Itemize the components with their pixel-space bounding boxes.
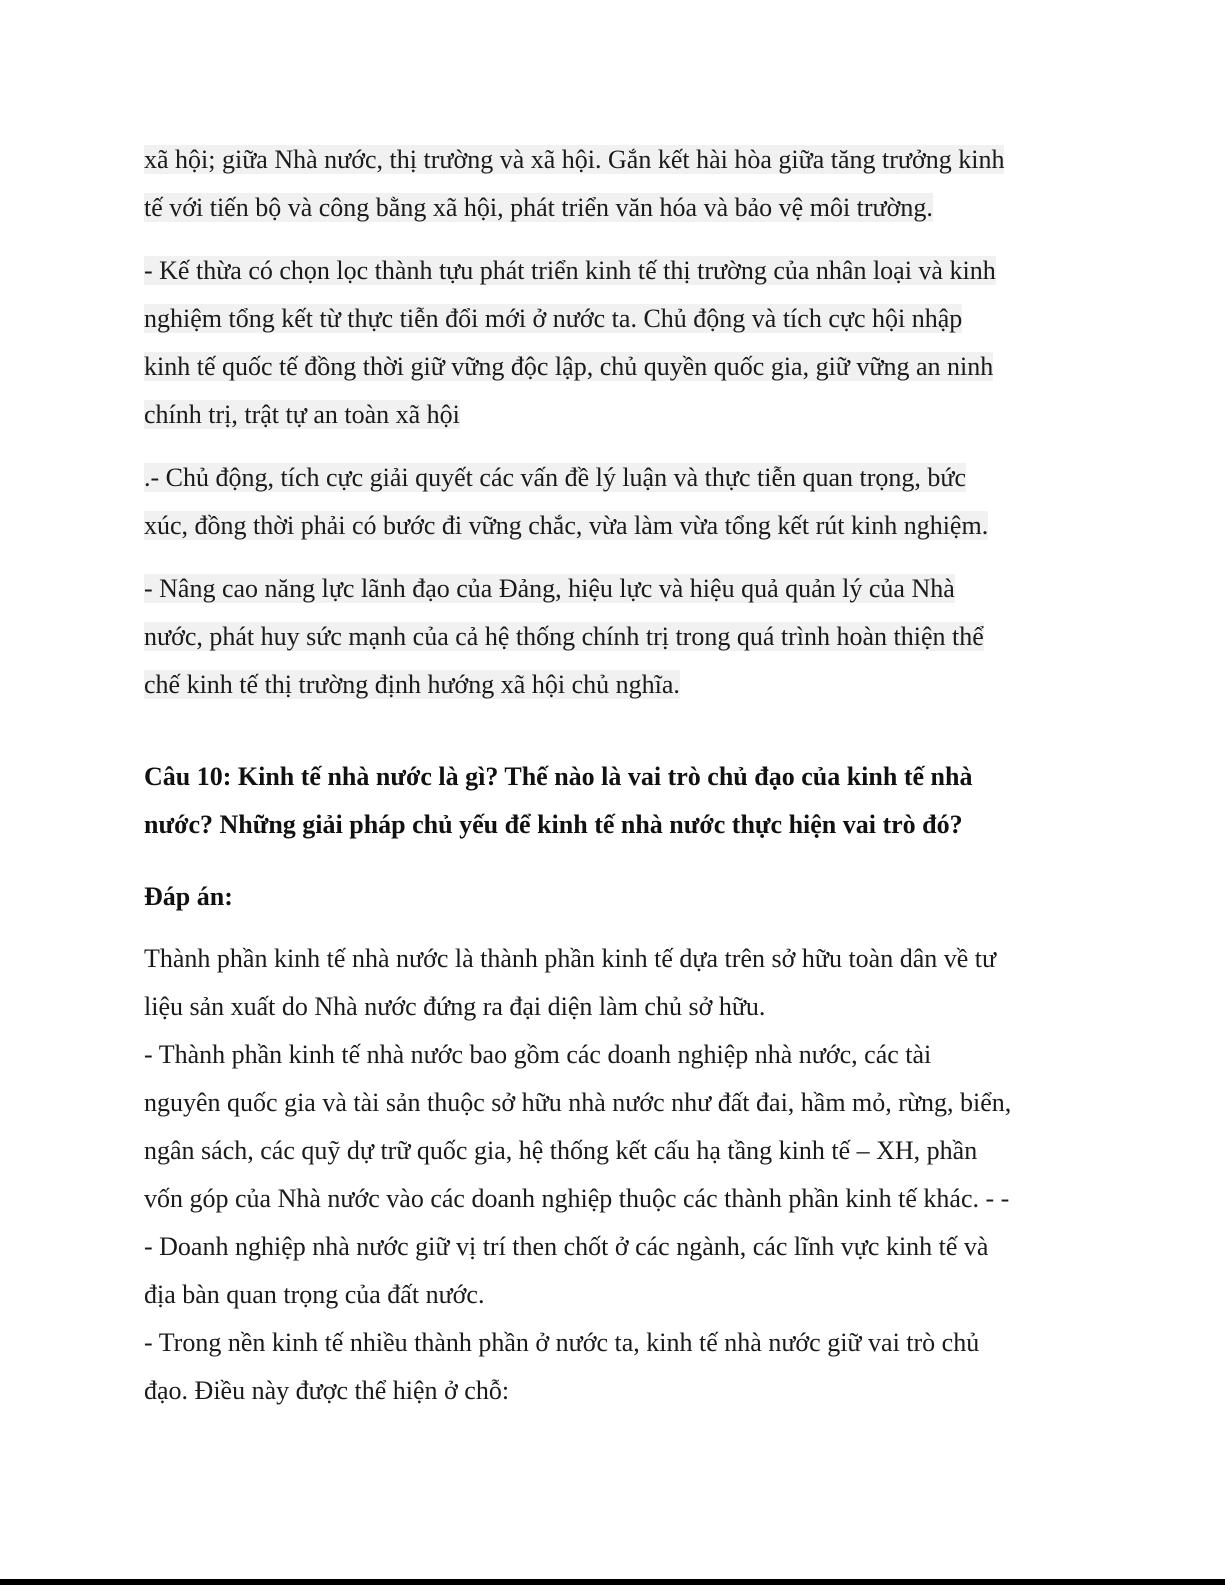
text-line: xã hội; giữa Nhà nước, thị trường và xã hội. Gắn kết hài hòa giữa tăng trưởng kinh — [144, 145, 1005, 174]
answer-line: - Doanh nghiệp nhà nước giữ vị trí then chốt ở các ngành, các lĩnh vực kinh tế và — [144, 1232, 989, 1261]
answer-line: ngân sách, các quỹ dự trữ quốc gia, hệ thống kết cấu hạ tầng kinh tế – XH, phần — [144, 1136, 978, 1165]
paragraph-inherit-achievements — [144, 247, 1084, 439]
answer-line: - Trong nền kinh tế nhiều thành phần ở nước ta, kinh tế nhà nước giữ vai trò chủ — [144, 1328, 980, 1357]
text-line: chế kinh tế thị trường định hướng xã hội chủ nghĩa. — [144, 670, 680, 699]
text-line: - Kế thừa có chọn lọc thành tựu phát triển kinh tế thị trường của nhân loại và kinh — [144, 256, 996, 285]
answer-line: Thành phần kinh tế nhà nước là thành phần kinh tế dựa trên sở hữu toàn dân về tư — [144, 944, 997, 973]
question-heading-line: nước? Những giải pháp chủ yếu để kinh tế nhà nước thực hiện vai trò đó? — [144, 810, 963, 839]
paragraph-social-harmony — [144, 136, 1084, 232]
answer-body — [144, 935, 1084, 1415]
text-line: xúc, đồng thời phải có bước đi vững chắc, vừa làm vừa tổng kết rút kinh nghiệm. — [144, 511, 989, 540]
text-line: - Nâng cao năng lực lãnh đạo của Đảng, hiệu lực và hiệu quả quản lý của Nhà — [144, 574, 955, 603]
text-line: chính trị, trật tự an toàn xã hội — [144, 400, 460, 429]
text-line: tế với tiến bộ và công bằng xã hội, phát triển văn hóa và bảo vệ môi trường. — [144, 193, 933, 222]
question-heading — [144, 753, 1084, 849]
text-line: .- Chủ động, tích cực giải quyết các vấn đề lý luận và thực tiễn quan trọng, bức — [144, 463, 967, 492]
answer-line: vốn góp của Nhà nước vào các doanh nghiệp thuộc các thành phần kinh tế khác. - - — [144, 1184, 1010, 1213]
answer-line: liệu sản xuất do Nhà nước đứng ra đại diện làm chủ sở hữu. — [144, 992, 766, 1021]
question-heading-line: Câu 10: Kinh tế nhà nước là gì? Thế nào là vai trò chủ đạo của kinh tế nhà — [144, 762, 973, 791]
text-line: nghiệm tổng kết từ thực tiễn đổi mới ở nước ta. Chủ động và tích cực hội nhập — [144, 304, 963, 333]
paragraph-party-leadership — [144, 565, 1084, 709]
text-line: kinh tế quốc tế đồng thời giữ vững độc lập, chủ quyền quốc gia, giữ vững an ninh — [144, 352, 994, 381]
document-content — [144, 136, 1084, 1415]
answer-line: đạo. Điều này được thể hiện ở chỗ: — [144, 1376, 510, 1405]
paragraph-proactive-solutions — [144, 454, 1084, 550]
answer-label: Đáp án: — [144, 882, 233, 911]
answer-line: nguyên quốc gia và tài sản thuộc sở hữu nhà nước như đất đai, hầm mỏ, rừng, biển, — [144, 1088, 1012, 1117]
text-line: nước, phát huy sức mạnh của cả hệ thống chính trị trong quá trình hoàn thiện thể — [144, 622, 984, 651]
answer-line: - Thành phần kinh tế nhà nước bao gồm các doanh nghiệp nhà nước, các tài — [144, 1040, 932, 1069]
answer-line: địa bàn quan trọng của đất nước. — [144, 1280, 485, 1309]
page-bottom-border — [0, 1579, 1225, 1585]
